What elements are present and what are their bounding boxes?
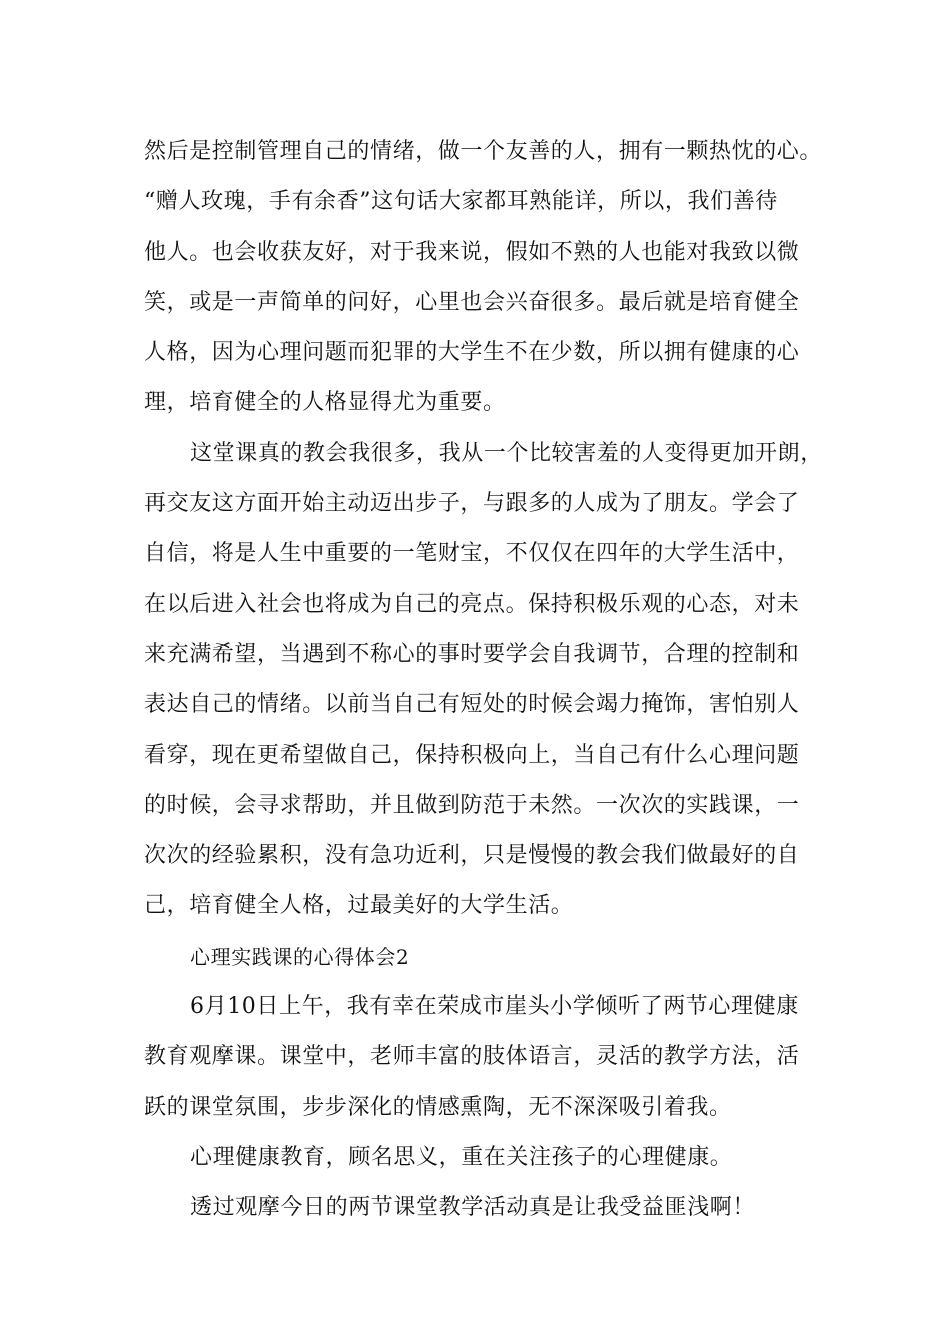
paragraph-1 [144, 127, 834, 429]
text-line: 然后是控制管理自己的情绪，做一个友善的人，拥有一颗热忱的心。 [144, 139, 823, 164]
paragraph-5 [144, 1183, 834, 1233]
text-line: 理，培育健全的人格显得尤为重要。 [144, 390, 506, 416]
section-heading [144, 932, 834, 982]
text-line: 再交友这方面开始主动迈出步子，与跟多的人成为了朋友。学会了 [144, 491, 800, 517]
paragraph-3 [144, 982, 834, 1133]
text-line: 来充满希望，当遇到不称心的事时要学会自我调节，合理的控制和 [144, 641, 800, 667]
text-line: 跃的课堂氛围，步步深化的情感熏陶，无不深深吸引着我。 [144, 1094, 732, 1120]
text-line: 透过观摩今日的两节课堂教学活动真是让我受益匪浅啊！ [190, 1195, 756, 1221]
text-line: 人格，因为心理问题而犯罪的大学生不在少数，所以拥有健康的心 [144, 340, 800, 366]
text-line: 心理健康教育，顾名思义，重在关注孩子的心理健康。 [190, 1144, 733, 1170]
text-line: 看穿，现在更希望做自己，保持积极向上，当自己有什么心理问题 [144, 742, 800, 768]
paragraph-4 [144, 1133, 834, 1183]
text-line: 他人。也会收获友好，对于我来说，假如不熟的人也能对我致以微 [144, 239, 800, 265]
document-body [144, 127, 834, 1234]
text-line: 6月10日上午，我有幸在荣成市崖头小学倾听了两节心理健康 [190, 994, 799, 1020]
text-line: 这堂课真的教会我很多，我从一个比较害羞的人变得更加开朗， [190, 440, 823, 466]
heading-line: 心理实践课的心得体会2 [190, 944, 410, 969]
text-line: 己，培育健全人格，过最美好的大学生活。 [144, 893, 574, 919]
paragraph-2 [144, 429, 834, 932]
text-line: 自信，将是人生中重要的一笔财宝，不仅仅在四年的大学生活中， [144, 541, 800, 567]
text-line: 的时候，会寻求帮助，并且做到防范于未然。一次次的实践课，一 [144, 792, 800, 818]
text-line: 教育观摩课。课堂中，老师丰富的肢体语言，灵活的教学方法，活 [144, 1044, 800, 1070]
text-line: 表达自己的情绪。以前当自己有短处的时候会竭力掩饰，害怕别人 [144, 692, 800, 718]
text-line: “赠人玫瑰，手有余香”这句话大家都耳熟能详，所以，我们善待 [144, 189, 778, 215]
text-line: 次次的经验累积，没有急功近利，只是慢慢的教会我们做最好的自 [144, 843, 800, 869]
text-line: 笑，或是一声简单的问好，心里也会兴奋很多。最后就是培育健全 [144, 289, 800, 315]
text-line: 在以后进入社会也将成为自己的亮点。保持积极乐观的心态，对未 [144, 591, 800, 617]
